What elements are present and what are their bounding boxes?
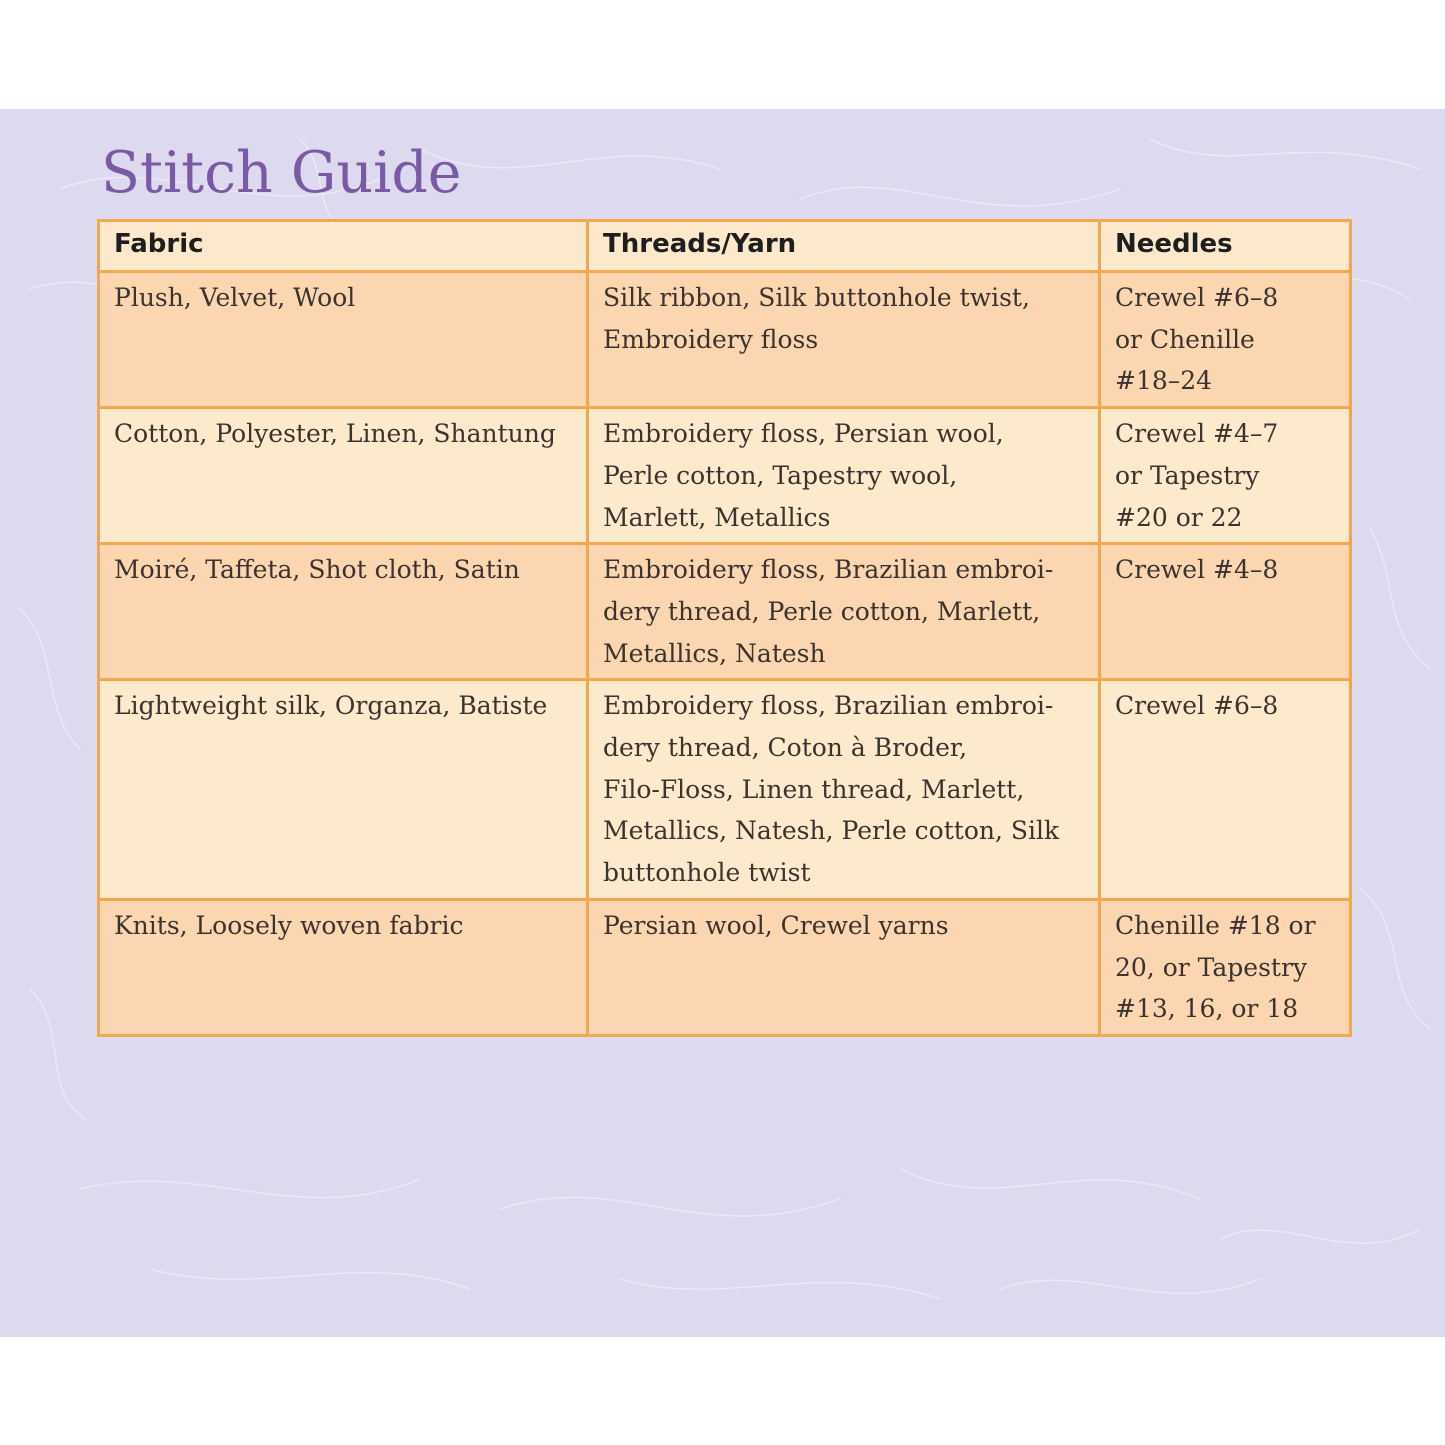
threads-cell: Embroidery floss, Brazilian embroi- dery thread, Perle cotton, Marlett, Metallics, Natesh: [588, 544, 1100, 680]
table-row: [99, 408, 1351, 544]
threads-cell: Embroidery floss, Persian wool, Perle cotton, Tapestry wool, Marlett, Metallics: [588, 408, 1100, 544]
fabric-cell: Lightweight silk, Organza, Batiste: [99, 680, 588, 900]
threads-cell: Persian wool, Crewel yarns: [588, 899, 1100, 1035]
column-header-needles: Needles: [1100, 221, 1351, 272]
needles-cell: Crewel #4–8: [1100, 544, 1351, 680]
table-row: [99, 899, 1351, 1035]
threads-cell: Silk ribbon, Silk buttonhole twist, Embroidery floss: [588, 272, 1100, 408]
needles-cell: Crewel #4–7 or Tapestry #20 or 22: [1100, 408, 1351, 544]
needles-cell: Crewel #6–8: [1100, 680, 1351, 900]
fabric-cell: Moiré, Taffeta, Shot cloth, Satin: [99, 544, 588, 680]
table-header-row: [99, 221, 1351, 272]
table-row: [99, 680, 1351, 900]
fabric-cell: Cotton, Polyester, Linen, Shantung: [99, 408, 588, 544]
column-header-threads: Threads/Yarn: [588, 221, 1100, 272]
column-header-fabric: Fabric: [99, 221, 588, 272]
threads-cell: Embroidery floss, Brazilian embroi- dery thread, Coton à Broder, Filo-Floss, Linen thread, Marlett, Metallics, Natesh, Perle cotton, Silk buttonhole twist: [588, 680, 1100, 900]
table-row: [99, 272, 1351, 408]
table-row: [99, 544, 1351, 680]
fabric-cell: Plush, Velvet, Wool: [99, 272, 588, 408]
stitch-guide-table: [97, 219, 1352, 1037]
needles-cell: Crewel #6–8 or Chenille #18–24: [1100, 272, 1351, 408]
fabric-cell: Knits, Loosely woven fabric: [99, 899, 588, 1035]
page-title: Stitch Guide: [101, 140, 462, 206]
needles-cell: Chenille #18 or 20, or Tapestry #13, 16, or 18: [1100, 899, 1351, 1035]
